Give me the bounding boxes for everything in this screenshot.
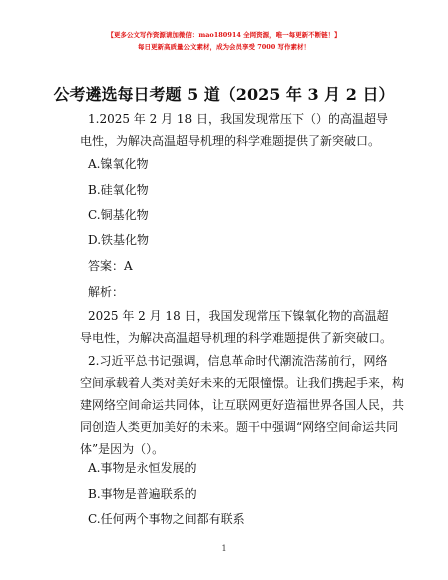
document-title: 公考遴选每日考题 5 道（2025 年 3 月 2 日） bbox=[53, 85, 395, 104]
question-2-line: 2.习近平总书记强调，信息革命时代潮流浩荡前行，网络 bbox=[88, 354, 388, 368]
question-1-answer: 答案：A bbox=[88, 259, 133, 273]
question-2-line: 体”是因为（）。 bbox=[80, 442, 165, 456]
question-1-option-c: C.铜基化物 bbox=[88, 208, 149, 222]
question-2-option-c: C.任何两个事物之间都有联系 bbox=[88, 512, 245, 526]
question-2-stem bbox=[80, 350, 405, 460]
analysis-line: 2025 年 2 月 18 日，我国发现常压下镍氧化物的高温超 bbox=[88, 309, 389, 323]
analysis-line: 导电性，为解决高温超导机理的科学难题提供了新突破口。 bbox=[80, 331, 393, 345]
promo-banner-line-2: 每日更新高质量公文素材，成为会员享受 7000 写作素材！ bbox=[137, 43, 311, 51]
question-1-option-a: A.镍氧化物 bbox=[88, 157, 149, 171]
question-1-line: 1.2025 年 2 月 18 日，我国发现常压下（）的高温超导 bbox=[88, 112, 388, 126]
question-1-option-d: D.铁基化物 bbox=[88, 233, 150, 247]
question-1-line: 电性，为解决高温超导机理的科学难题提供了新突破口。 bbox=[80, 134, 381, 148]
question-2-line: 建网络空间命运共同体，让互联网更好造福世界各国人民，共 bbox=[80, 398, 405, 412]
question-1-option-b: B.硅氧化物 bbox=[88, 183, 149, 197]
question-2-option-b: B.事物是普遍联系的 bbox=[88, 487, 197, 501]
question-2-line: 同创造人类更加美好的未来。题干中强调“网络空间命运共同 bbox=[80, 420, 399, 434]
question-1-analysis bbox=[80, 305, 393, 349]
question-2-option-a: A.事物是永恒发展的 bbox=[88, 461, 197, 475]
question-1-stem bbox=[80, 108, 388, 152]
question-2-line: 空间承载着人类对美好未来的无限憧憬。让我们携起手来，构 bbox=[80, 376, 405, 390]
page-number: 1 bbox=[221, 544, 227, 553]
question-1-analysis-label: 解析： bbox=[88, 285, 125, 299]
promo-banner-line-1: 【更多公文写作资源请加微信：mao180914 全网资源，唯一每更新不断链！】 bbox=[107, 31, 341, 39]
